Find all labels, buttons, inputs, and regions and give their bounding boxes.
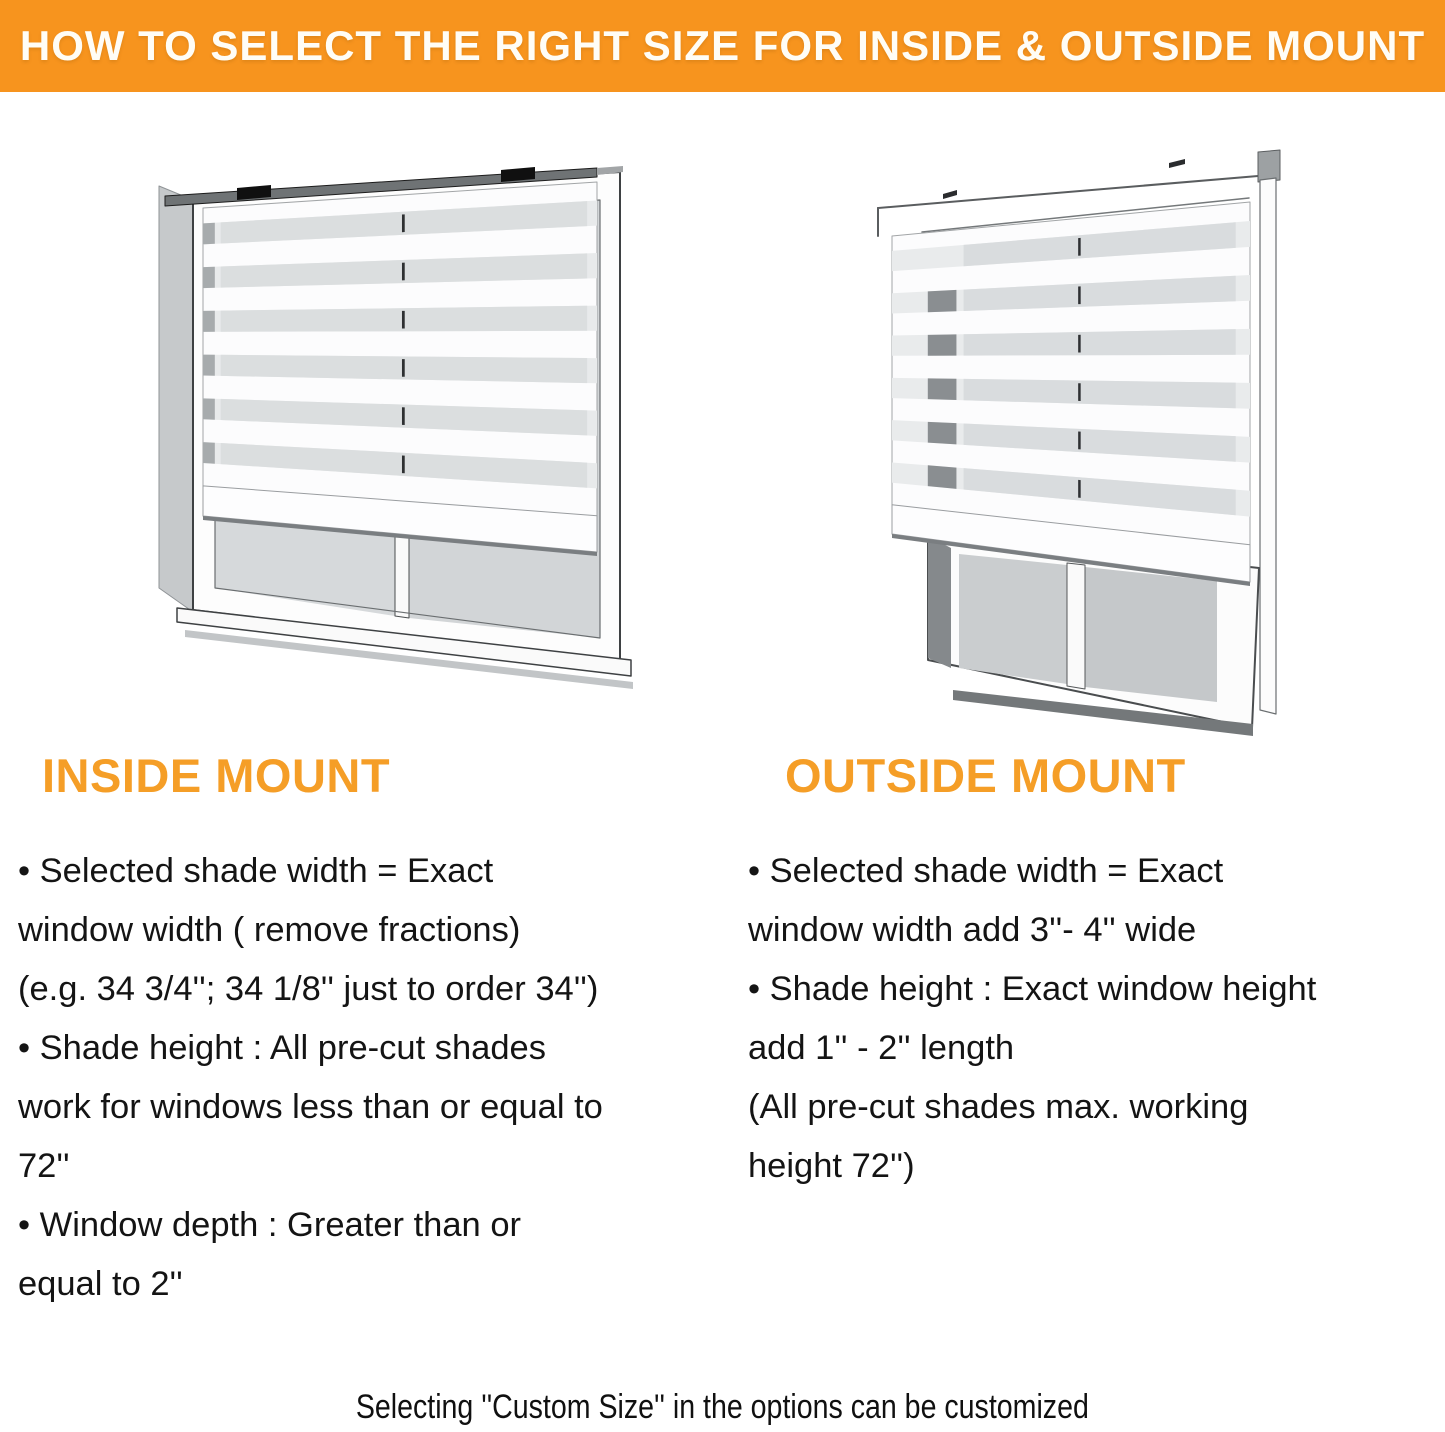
custom-size-note-text: Selecting ''Custom Size'' in the options can be customized bbox=[355, 1388, 1090, 1426]
outside-mount-heading: OUTSIDE MOUNT bbox=[785, 749, 1186, 802]
page-title: HOW TO SELECT THE RIGHT SIZE FOR INSIDE & OUTSIDE MOUNT bbox=[19, 22, 1426, 69]
instruction-line: (e.g. 34 3/4''; 34 1/8'' just to order 34'') bbox=[18, 970, 599, 1008]
instruction-line: height 72'') bbox=[748, 1147, 915, 1185]
instruction-line: • Shade height : All pre-cut shades bbox=[18, 1029, 546, 1067]
instruction-line: equal to 2'' bbox=[18, 1265, 183, 1303]
instruction-line: • Selected shade width = Exact bbox=[18, 852, 494, 890]
outside-mount-instructions bbox=[748, 842, 1438, 1196]
custom-size-note bbox=[0, 1388, 1445, 1427]
outside-mount-window-drawing bbox=[855, 140, 1325, 740]
instruction-line: window width add 3''- 4'' wide bbox=[748, 911, 1197, 949]
outside-mount-illustration bbox=[855, 140, 1325, 740]
instruction-line: • Shade height : Exact window height bbox=[748, 970, 1317, 1008]
inside-mount-heading: INSIDE MOUNT bbox=[42, 749, 391, 802]
instruction-line: (All pre-cut shades max. working bbox=[748, 1088, 1249, 1126]
inside-mount-illustration bbox=[145, 150, 635, 720]
instruction-line: window width ( remove fractions) bbox=[18, 911, 521, 949]
instruction-line: work for windows less than or equal to bbox=[18, 1088, 603, 1126]
instruction-line: • Window depth : Greater than or bbox=[18, 1206, 521, 1244]
inside-mount-window-drawing bbox=[145, 150, 635, 720]
instruction-line: add 1'' - 2'' length bbox=[748, 1029, 1015, 1067]
instruction-line: 72'' bbox=[18, 1147, 70, 1185]
inside-mount-instructions bbox=[18, 842, 723, 1314]
instruction-line: • Selected shade width = Exact bbox=[748, 852, 1224, 890]
header-banner bbox=[0, 0, 1445, 92]
